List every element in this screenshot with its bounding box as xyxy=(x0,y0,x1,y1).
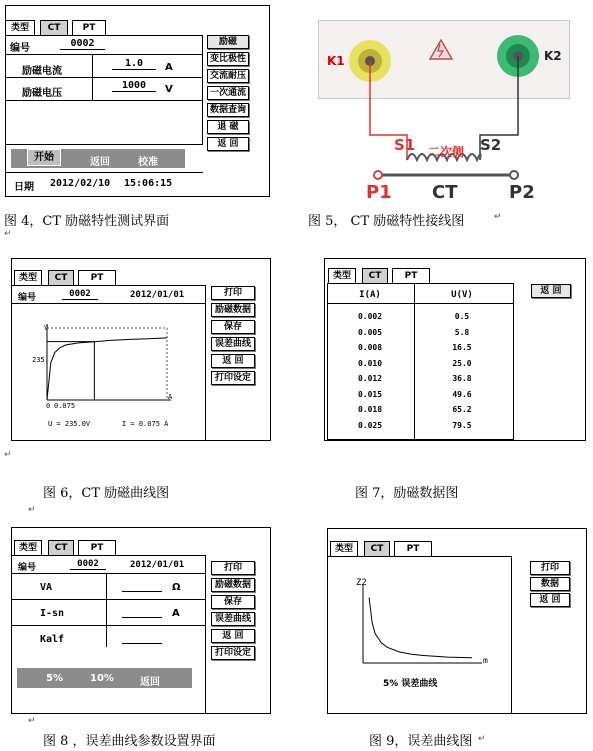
menu-button-1[interactable]: 励磁数据 xyxy=(211,578,255,592)
date-value: 2012/02/10 xyxy=(50,178,111,189)
caption-fig8: 图 8 ，误差曲线参数设置界面 xyxy=(43,734,216,749)
s1-label: S1 xyxy=(394,136,416,154)
table-cell-voltage: 65.2 xyxy=(452,405,472,414)
paragraph-mark: ↵ xyxy=(478,734,486,744)
warning-icon xyxy=(430,40,452,59)
table-cell-current: 0.025 xyxy=(357,420,383,430)
current-label: 励磁电流 xyxy=(22,66,62,77)
table-cell-current: 0.018 xyxy=(357,405,383,414)
serial-label: 编号 xyxy=(18,563,37,573)
voltage-unit: V xyxy=(165,84,173,95)
tab-pt[interactable]: PT xyxy=(72,20,106,36)
time-value: 15:06:15 xyxy=(124,178,173,189)
table-cell-current: 0.008 xyxy=(357,343,383,352)
p2-terminal xyxy=(510,171,518,179)
k2-label: K2 xyxy=(544,49,562,63)
menu-button-4[interactable]: 返 回 xyxy=(211,354,255,368)
tab-pt[interactable]: PT xyxy=(78,540,116,556)
menu-button-0[interactable]: 打印 xyxy=(211,561,255,575)
param-label: VA xyxy=(40,582,53,593)
paragraph-mark: ↵ xyxy=(494,212,502,222)
back-button[interactable]: 返回 xyxy=(90,157,110,168)
column-header-voltage: U(V) xyxy=(451,290,473,300)
tab-ct[interactable]: CT xyxy=(364,541,390,557)
tab-ct[interactable]: CT xyxy=(48,270,74,286)
table-cell-voltage: 0.5 xyxy=(454,312,470,321)
tab-type: 类型 xyxy=(330,541,358,557)
date-value: 2012/01/01 xyxy=(130,290,185,300)
tab-ct[interactable]: CT xyxy=(362,268,388,284)
table-cell-current: 0.012 xyxy=(357,374,383,383)
menu-button-4[interactable]: 数据查询 xyxy=(207,103,249,117)
five-percent-button[interactable]: 5% xyxy=(46,673,63,684)
menu-button-2[interactable]: 返 回 xyxy=(530,593,570,607)
serial-value: 0002 xyxy=(70,559,106,570)
start-button[interactable]: 开始 xyxy=(27,149,61,166)
menu-button-3[interactable]: 一次通流 xyxy=(207,86,249,100)
tab-type: 类型 xyxy=(14,270,42,286)
menu-button-3[interactable]: 误差曲线 xyxy=(211,337,255,351)
table-cell-voltage: 36.8 xyxy=(452,374,472,383)
p2-label: P2 xyxy=(509,182,535,203)
menu-button-6[interactable]: 返 回 xyxy=(207,137,249,151)
menu-button-5[interactable]: 打印设定 xyxy=(211,646,255,660)
ct-label: CT xyxy=(432,182,458,203)
caption-fig9: 图 9，误差曲线图 xyxy=(369,734,473,749)
serial-label: 编号 xyxy=(18,293,37,303)
menu-button-3[interactable]: 误差曲线 xyxy=(211,612,255,626)
column-header-current: I(A) xyxy=(359,290,381,300)
menu-button-1[interactable]: 变比极性 xyxy=(207,52,249,66)
caption-fig4: 图 4，CT 励磁特性测试界面 xyxy=(4,214,170,229)
x-tick-zero: 0 xyxy=(46,402,51,410)
menu-button-2[interactable]: 交流耐压 xyxy=(207,69,249,83)
tab-ct[interactable]: CT xyxy=(40,20,68,36)
paragraph-mark: ↵ xyxy=(4,450,12,460)
back-button[interactable]: 返 回 xyxy=(531,284,571,298)
error-curve-line xyxy=(369,598,472,658)
wiring-diagram xyxy=(300,10,590,210)
error-chart xyxy=(355,585,485,670)
tab-ct[interactable]: CT xyxy=(48,540,74,556)
x-axis-label: m xyxy=(483,656,488,665)
u-readout: U = 235.0V xyxy=(48,420,91,428)
table-cell-voltage: 5.8 xyxy=(454,327,470,337)
param-unit: A xyxy=(172,608,180,619)
table-cell-voltage: 25.0 xyxy=(452,358,472,368)
excitation-curve-line xyxy=(47,338,167,400)
menu-button-5[interactable]: 打印设定 xyxy=(211,371,255,385)
param-label: Kalf xyxy=(40,634,65,645)
serial-value: 0002 xyxy=(60,38,105,50)
date-value: 2012/01/01 xyxy=(130,560,185,570)
menu-button-1[interactable]: 数据 xyxy=(530,577,570,591)
secondary-label: 二次侧 xyxy=(428,145,465,159)
table-cell-voltage: 79.5 xyxy=(452,420,472,430)
menu-button-2[interactable]: 保存 xyxy=(211,595,255,609)
y-tick-label: 235. xyxy=(32,356,49,364)
voltage-label: 励磁电压 xyxy=(22,88,62,99)
menu-button-0[interactable]: 打印 xyxy=(530,561,570,575)
table-cell-current: 0.002 xyxy=(357,312,383,321)
excitation-chart xyxy=(30,320,180,410)
tab-type: 类型 xyxy=(328,268,356,284)
menu-button-1[interactable]: 励磁数据 xyxy=(211,303,255,317)
k1-label: K1 xyxy=(327,54,345,68)
param-unit: Ω xyxy=(172,582,181,593)
menu-button-4[interactable]: 返 回 xyxy=(211,629,255,643)
table-cell-voltage: 49.6 xyxy=(452,389,472,399)
tab-type: 类型 xyxy=(5,20,35,36)
menu-button-5[interactable]: 退 磁 xyxy=(207,120,249,134)
voltage-input[interactable]: 1000 xyxy=(112,80,156,92)
param-input[interactable] xyxy=(122,632,162,644)
current-input[interactable]: 1.0 xyxy=(112,58,156,70)
y-axis-label: Z2 xyxy=(356,578,367,588)
serial-label: 编号 xyxy=(10,43,30,54)
table-cell-current: 0.005 xyxy=(357,327,383,337)
y-axis-label: V xyxy=(44,324,49,332)
p1-label: P1 xyxy=(366,182,392,203)
paragraph-mark: ↵ xyxy=(28,505,36,515)
ten-percent-button[interactable]: 10% xyxy=(90,673,114,684)
table-cell-voltage: 16.5 xyxy=(452,343,472,352)
paragraph-mark: ↵ xyxy=(28,716,36,726)
caption-fig6: 图 6，CT 励磁曲线图 xyxy=(43,486,170,501)
param-input[interactable] xyxy=(122,606,162,618)
back-button[interactable]: 返回 xyxy=(140,677,160,688)
caption-fig5: 图 5， CT 励磁特性接线图 xyxy=(308,214,465,229)
caption-fig7: 图 7，励磁数据图 xyxy=(355,486,459,501)
date-label: 日期 xyxy=(14,182,34,193)
paragraph-mark: ↵ xyxy=(4,229,12,239)
tab-pt[interactable]: PT xyxy=(78,270,116,286)
menu-button-0[interactable]: 励磁 xyxy=(207,35,249,49)
param-label: I-sn xyxy=(40,608,65,619)
param-input[interactable] xyxy=(122,580,162,592)
s2-label: S2 xyxy=(480,136,502,154)
tab-pt[interactable]: PT xyxy=(394,541,432,557)
x-axis-label: A xyxy=(168,393,173,401)
menu-button-2[interactable]: 保存 xyxy=(211,320,255,334)
tab-pt[interactable]: PT xyxy=(392,268,430,284)
p1-terminal xyxy=(374,171,382,179)
table-cell-current: 0.010 xyxy=(357,358,383,368)
serial-value: 0002 xyxy=(62,289,98,300)
x-tick-value: 0.075 xyxy=(54,402,76,410)
table-cell-current: 0.015 xyxy=(357,389,383,399)
calibrate-button[interactable]: 校准 xyxy=(138,157,158,168)
i-readout: I = 0.075 A xyxy=(122,420,169,428)
chart-label: 5% 误差曲线 xyxy=(383,679,438,689)
menu-button-0[interactable]: 打印 xyxy=(211,286,255,300)
tab-type: 类型 xyxy=(14,540,42,556)
current-unit: A xyxy=(165,62,173,73)
